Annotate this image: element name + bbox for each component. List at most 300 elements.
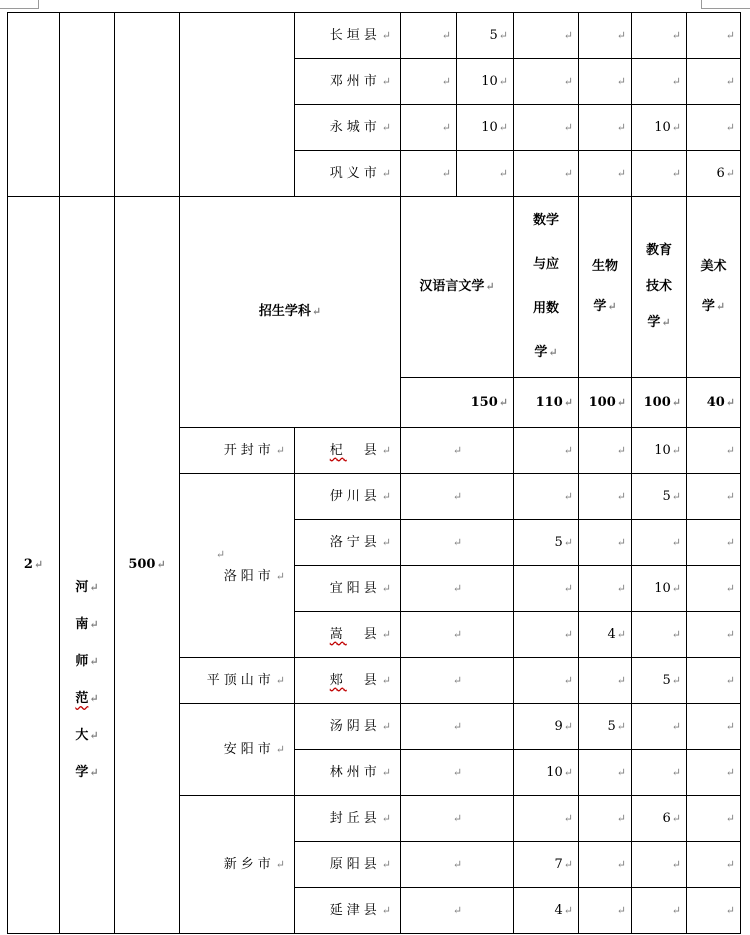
- city-cell: [180, 704, 295, 796]
- quota-cell: [514, 13, 579, 59]
- paragraph-mark-icon: ↵: [452, 673, 463, 687]
- cell-text: 2: [23, 557, 33, 572]
- paragraph-mark-icon: ↵: [275, 569, 289, 583]
- quota-cell: [401, 105, 457, 151]
- paragraph-mark-icon: ↵: [616, 581, 626, 595]
- cell-text: 4: [554, 902, 563, 918]
- paragraph-mark-icon: ↵: [452, 581, 463, 595]
- county-cell: [295, 428, 401, 474]
- paragraph-mark-icon: ↵: [498, 120, 508, 134]
- cell-text: 封丘县: [329, 810, 381, 826]
- county-rest: 县: [346, 672, 381, 688]
- quota-cell: [401, 151, 457, 197]
- school-name-char: [75, 754, 98, 791]
- quota-cell: [687, 750, 741, 796]
- cell-text: 6: [716, 165, 725, 181]
- table-row: [8, 13, 741, 59]
- page-corner-mark-right: [701, 0, 750, 9]
- quota-cell: [579, 59, 632, 105]
- quota-cell: [401, 428, 514, 474]
- county-rest: 县: [346, 442, 381, 458]
- quota-cell: [401, 658, 514, 704]
- paragraph-mark-icon: ↵: [381, 74, 395, 88]
- quota-cell: [579, 658, 632, 704]
- quota-cell: [687, 151, 741, 197]
- paragraph-mark-icon: ↵: [452, 719, 463, 733]
- subject-total-cell: [687, 378, 741, 428]
- paragraph-mark-icon: ↵: [452, 443, 463, 457]
- paragraph-mark-icon: ↵: [715, 300, 726, 313]
- school-name-char: [75, 606, 98, 643]
- cell-text: 110: [535, 394, 563, 410]
- quota-cell: [632, 566, 687, 612]
- quota-cell: [401, 474, 514, 520]
- quota-cell: [579, 520, 632, 566]
- paragraph-mark-icon: ↵: [381, 443, 395, 457]
- subject-name-part: [582, 287, 628, 327]
- paragraph-mark-icon: ↵: [671, 28, 681, 42]
- paragraph-mark-icon: ↵: [616, 28, 626, 42]
- paragraph-mark-icon: ↵: [381, 719, 395, 733]
- quota-cell: [632, 13, 687, 59]
- paragraph-mark-icon: ↵: [381, 581, 395, 595]
- quota-cell: [401, 750, 514, 796]
- city-cell: [180, 428, 295, 474]
- quota-cell: [514, 105, 579, 151]
- school-index-cell: [8, 197, 60, 934]
- cell-text: 10: [654, 580, 671, 596]
- county-cell: [295, 13, 401, 59]
- cell-text: [330, 627, 381, 642]
- paragraph-mark-icon: ↵: [725, 74, 735, 88]
- quota-cell: [579, 888, 632, 934]
- quota-cell: [632, 520, 687, 566]
- county-cell: [295, 658, 401, 704]
- cell-text: 10: [654, 119, 671, 135]
- paragraph-mark-icon: ↵: [452, 765, 463, 779]
- blank-paragraph: [185, 544, 289, 566]
- quota-cell: [687, 842, 741, 888]
- paragraph-mark-icon: ↵: [725, 857, 735, 871]
- paragraph-mark-icon: ↵: [725, 811, 735, 825]
- quota-cell: [579, 704, 632, 750]
- empty-cell: [115, 13, 180, 197]
- quota-cell: [514, 842, 579, 888]
- quota-cell: [401, 842, 514, 888]
- paragraph-mark-icon: ↵: [616, 166, 626, 180]
- cell-text: 林州市: [329, 764, 381, 780]
- city-cell: [180, 796, 295, 934]
- subject-name-part: [690, 247, 737, 287]
- paragraph-mark-icon: ↵: [452, 811, 463, 825]
- paragraph-mark-icon: ↵: [616, 765, 626, 779]
- quota-cell: [514, 750, 579, 796]
- subject-text: 用数: [532, 301, 559, 316]
- paragraph-mark-icon: ↵: [89, 655, 99, 668]
- quota-cell: [514, 704, 579, 750]
- paragraph-mark-icon: ↵: [671, 443, 681, 457]
- school-name: [75, 569, 98, 791]
- paragraph-mark-icon: ↵: [725, 28, 735, 42]
- quota-cell: [632, 59, 687, 105]
- paragraph-mark-icon: ↵: [563, 28, 573, 42]
- paragraph-mark-icon: ↵: [452, 535, 463, 549]
- quota-cell: [514, 566, 579, 612]
- cell-text: 原阳县: [329, 856, 381, 872]
- cell-text: 巩义市: [329, 165, 381, 181]
- paragraph-mark-icon: ↵: [563, 395, 573, 409]
- paragraph-mark-icon: ↵: [671, 395, 681, 409]
- paragraph-mark-icon: ↵: [563, 74, 573, 88]
- cell-text: 5: [489, 27, 498, 43]
- paragraph-mark-icon: ↵: [275, 673, 289, 687]
- paragraph-mark-icon: ↵: [671, 719, 681, 733]
- paragraph-mark-icon: ↵: [725, 443, 735, 457]
- paragraph-mark-icon: ↵: [725, 719, 735, 733]
- paragraph-mark-icon: ↵: [215, 547, 230, 561]
- paragraph-mark-icon: ↵: [616, 719, 626, 733]
- quota-cell: [401, 13, 457, 59]
- subject-text: 美术: [700, 259, 727, 274]
- cell-text: 100: [588, 394, 616, 410]
- cell-text: 10: [481, 73, 498, 89]
- cell-text: 长垣县: [329, 27, 381, 43]
- subject-name-part: [517, 287, 575, 331]
- paragraph-mark-icon: ↵: [563, 719, 573, 733]
- cell-text: 邓州市: [329, 73, 381, 89]
- subject-header-cell: [401, 197, 514, 378]
- subject-name-part: [517, 243, 575, 287]
- quota-cell: [687, 59, 741, 105]
- cell-text: 5: [554, 534, 563, 550]
- cell-text: 10: [546, 764, 563, 780]
- cell-text: 5: [607, 718, 616, 734]
- quota-cell: [687, 658, 741, 704]
- county-rest: 县: [346, 626, 381, 642]
- paragraph-mark-icon: ↵: [671, 627, 681, 641]
- quota-cell: [687, 520, 741, 566]
- paragraph-mark-icon: ↵: [548, 346, 558, 359]
- paragraph-mark-icon: ↵: [452, 627, 463, 641]
- quota-cell: [579, 750, 632, 796]
- paragraph-mark-icon: ↵: [381, 28, 395, 42]
- quota-cell: [401, 612, 514, 658]
- cell-text: 9: [554, 718, 563, 734]
- paragraph-mark-icon: ↵: [498, 28, 508, 42]
- char: 河: [75, 580, 89, 595]
- subject-label-cell: [180, 197, 401, 428]
- quota-cell: [401, 566, 514, 612]
- cell-text: 洛宁县: [329, 534, 381, 550]
- school-name-char: [75, 717, 98, 754]
- quota-cell: [632, 105, 687, 151]
- quota-cell: [514, 151, 579, 197]
- subject-text: 技术: [645, 279, 672, 294]
- paragraph-mark-icon: ↵: [89, 581, 99, 594]
- cell-text: 安阳市: [223, 741, 275, 757]
- county-char: 杞: [329, 442, 347, 458]
- cell-text: 10: [481, 119, 498, 135]
- paragraph-mark-icon: ↵: [725, 581, 735, 595]
- paragraph-mark-icon: ↵: [616, 443, 626, 457]
- paragraph-mark-icon: ↵: [381, 765, 395, 779]
- paragraph-mark-icon: ↵: [452, 489, 463, 503]
- school-quota-cell: [115, 197, 180, 934]
- paragraph-mark-icon: ↵: [563, 765, 573, 779]
- paragraph-mark-icon: ↵: [725, 489, 735, 503]
- subject-total-cell: [632, 378, 687, 428]
- quota-cell: [579, 428, 632, 474]
- county-cell: [295, 151, 401, 197]
- quota-cell: [457, 59, 514, 105]
- paragraph-mark-icon: ↵: [563, 489, 573, 503]
- paragraph-mark-icon: ↵: [452, 857, 463, 871]
- subject-name-part: [690, 287, 737, 327]
- quota-cell: [687, 566, 741, 612]
- county-char: 郏: [329, 672, 347, 688]
- county-cell: [295, 888, 401, 934]
- cell-text: 平顶山市: [206, 672, 275, 688]
- subject-name-part: [517, 331, 575, 375]
- cell-text: 伊川县: [329, 488, 381, 504]
- quota-cell: [632, 750, 687, 796]
- subject-total-cell: [514, 378, 579, 428]
- county-cell: [295, 612, 401, 658]
- cell-text: 100: [643, 394, 671, 410]
- paragraph-mark-icon: ↵: [89, 729, 99, 742]
- paragraph-mark-icon: ↵: [441, 120, 451, 134]
- paragraph-mark-icon: ↵: [616, 489, 626, 503]
- paragraph-mark-icon: ↵: [616, 903, 626, 917]
- empty-cell: [180, 13, 295, 197]
- county-cell: [295, 520, 401, 566]
- cell-text: 4: [607, 626, 616, 642]
- county-cell: [295, 796, 401, 842]
- char: 范: [75, 691, 89, 706]
- paragraph-mark-icon: ↵: [381, 673, 395, 687]
- quota-cell: [401, 888, 514, 934]
- paragraph-mark-icon: ↵: [563, 627, 573, 641]
- subject-name-part: [635, 269, 683, 305]
- paragraph-mark-icon: ↵: [661, 316, 671, 329]
- paragraph-mark-icon: ↵: [89, 766, 99, 779]
- char: 大: [75, 728, 89, 743]
- paragraph-mark-icon: ↵: [563, 903, 573, 917]
- paragraph-mark-icon: ↵: [441, 74, 451, 88]
- subject-name-part: [517, 199, 575, 243]
- paragraph-mark-icon: ↵: [725, 120, 735, 134]
- subject-text: 教育: [645, 243, 672, 258]
- quota-cell: [457, 151, 514, 197]
- subject-header-cell: [632, 197, 687, 378]
- subject-header-cell: [687, 197, 741, 378]
- quota-cell: [579, 151, 632, 197]
- char: 师: [75, 654, 89, 669]
- paragraph-mark-icon: ↵: [671, 535, 681, 549]
- county-cell: [295, 750, 401, 796]
- subject-total-cell: [401, 378, 514, 428]
- school-name-char: [75, 643, 98, 680]
- paragraph-mark-icon: ↵: [671, 166, 681, 180]
- quota-cell: [579, 105, 632, 151]
- school-name-char: [75, 569, 98, 606]
- school-name-char: [75, 680, 98, 717]
- paragraph-mark-icon: ↵: [563, 811, 573, 825]
- paragraph-mark-icon: ↵: [33, 558, 44, 571]
- quota-cell: [579, 796, 632, 842]
- paragraph-mark-icon: ↵: [275, 742, 289, 756]
- paragraph-mark-icon: ↵: [671, 489, 681, 503]
- cell-text: 500: [128, 557, 156, 572]
- paragraph-mark-icon: ↵: [671, 673, 681, 687]
- cell-text: 新乡市: [223, 856, 275, 872]
- subject-name-part: [404, 276, 510, 298]
- county-cell: [295, 59, 401, 105]
- paragraph-mark-icon: ↵: [563, 581, 573, 595]
- paragraph-mark-icon: ↵: [616, 74, 626, 88]
- quota-cell: [514, 796, 579, 842]
- paragraph-mark-icon: ↵: [275, 857, 289, 871]
- paragraph-mark-icon: ↵: [381, 489, 395, 503]
- paragraph-mark-icon: ↵: [725, 395, 735, 409]
- subject-text: 学: [534, 345, 548, 360]
- cell-text: [330, 443, 381, 458]
- paragraph-mark-icon: ↵: [563, 443, 573, 457]
- char: 南: [75, 617, 89, 632]
- quota-cell: [514, 888, 579, 934]
- subject-text: 生物: [591, 259, 618, 274]
- paragraph-mark-icon: ↵: [616, 120, 626, 134]
- quota-cell: [687, 428, 741, 474]
- cell-text: 延津县: [329, 902, 381, 918]
- cell-text: 7: [554, 856, 563, 872]
- paragraph-mark-icon: ↵: [563, 120, 573, 134]
- quota-cell: [514, 474, 579, 520]
- paragraph-mark-icon: ↵: [498, 395, 508, 409]
- county-cell: [295, 474, 401, 520]
- county-char: 嵩: [329, 626, 347, 642]
- paragraph-mark-icon: ↵: [671, 903, 681, 917]
- quota-cell: [514, 658, 579, 704]
- cell-text: 150: [470, 394, 498, 410]
- quota-cell: [401, 796, 514, 842]
- paragraph-mark-icon: ↵: [725, 765, 735, 779]
- paragraph-mark-icon: ↵: [89, 692, 99, 705]
- cell-text: 宜阳县: [329, 580, 381, 596]
- quota-cell: [514, 59, 579, 105]
- paragraph-mark-icon: ↵: [563, 857, 573, 871]
- paragraph-mark-icon: ↵: [441, 28, 451, 42]
- cell-text: 5: [662, 488, 671, 504]
- subject-header-cell: [514, 197, 579, 378]
- quota-cell: [687, 105, 741, 151]
- paragraph-mark-icon: ↵: [671, 811, 681, 825]
- quota-cell: [579, 566, 632, 612]
- page-corner-mark-left: [0, 0, 39, 9]
- paragraph-mark-icon: ↵: [616, 535, 626, 549]
- subject-text: 学: [701, 299, 715, 314]
- paragraph-mark-icon: ↵: [671, 857, 681, 871]
- paragraph-mark-icon: ↵: [607, 300, 617, 313]
- cell-text: [330, 673, 381, 688]
- quota-cell: [579, 13, 632, 59]
- paragraph-mark-icon: ↵: [725, 627, 735, 641]
- county-cell: [295, 842, 401, 888]
- paragraph-mark-icon: ↵: [671, 765, 681, 779]
- paragraph-mark-icon: ↵: [616, 627, 626, 641]
- paragraph-mark-icon: ↵: [671, 120, 681, 134]
- paragraph-mark-icon: ↵: [616, 857, 626, 871]
- paragraph-mark-icon: ↵: [311, 305, 322, 318]
- cell-text: 洛阳市: [223, 568, 275, 584]
- quota-cell: [687, 796, 741, 842]
- admission-quota-table: [7, 12, 741, 934]
- quota-cell: [401, 704, 514, 750]
- subject-name-part: [582, 247, 628, 287]
- paragraph-mark-icon: ↵: [725, 535, 735, 549]
- paragraph-mark-icon: ↵: [485, 280, 495, 293]
- quota-cell: [457, 13, 514, 59]
- paragraph-mark-icon: ↵: [156, 558, 166, 571]
- quota-cell: [457, 105, 514, 151]
- cell-text: 5: [662, 672, 671, 688]
- quota-cell: [579, 612, 632, 658]
- quota-cell: [514, 428, 579, 474]
- city-cell: [180, 658, 295, 704]
- cell-text: 开封市: [223, 442, 275, 458]
- paragraph-mark-icon: ↵: [452, 903, 463, 917]
- cell-text: 汤阴县: [329, 718, 381, 734]
- cell-text: 招生学科: [258, 304, 311, 319]
- empty-cell: [8, 13, 60, 197]
- paragraph-mark-icon: ↵: [381, 903, 395, 917]
- subject-text: 学: [593, 299, 607, 314]
- paragraph-mark-icon: ↵: [616, 811, 626, 825]
- cell-text: 6: [662, 810, 671, 826]
- paragraph-mark-icon: ↵: [671, 74, 681, 88]
- cell-text: 10: [654, 442, 671, 458]
- subject-text: 学: [647, 315, 661, 330]
- subject-text: 汉语言文学: [419, 279, 485, 294]
- quota-cell: [632, 474, 687, 520]
- quota-cell: [632, 428, 687, 474]
- quota-cell: [401, 59, 457, 105]
- paragraph-mark-icon: ↵: [275, 443, 289, 457]
- paragraph-mark-icon: ↵: [498, 74, 508, 88]
- quota-cell: [632, 612, 687, 658]
- quota-cell: [632, 796, 687, 842]
- paragraph-mark-icon: ↵: [563, 673, 573, 687]
- cell-text: 40: [706, 394, 725, 410]
- quota-cell: [401, 520, 514, 566]
- quota-cell: [514, 520, 579, 566]
- paragraph-mark-icon: ↵: [381, 535, 395, 549]
- county-cell: [295, 566, 401, 612]
- city-cell: [180, 474, 295, 658]
- quota-cell: [579, 842, 632, 888]
- quota-cell: [632, 842, 687, 888]
- subject-name-part: [635, 305, 683, 341]
- subject-name-part: [635, 233, 683, 269]
- paragraph-mark-icon: ↵: [441, 166, 451, 180]
- empty-cell: [60, 13, 115, 197]
- quota-cell: [632, 151, 687, 197]
- table-row: [8, 197, 741, 378]
- paragraph-mark-icon: ↵: [381, 120, 395, 134]
- paragraph-mark-icon: ↵: [725, 166, 735, 180]
- county-cell: [295, 105, 401, 151]
- subject-text: 数学: [532, 213, 559, 228]
